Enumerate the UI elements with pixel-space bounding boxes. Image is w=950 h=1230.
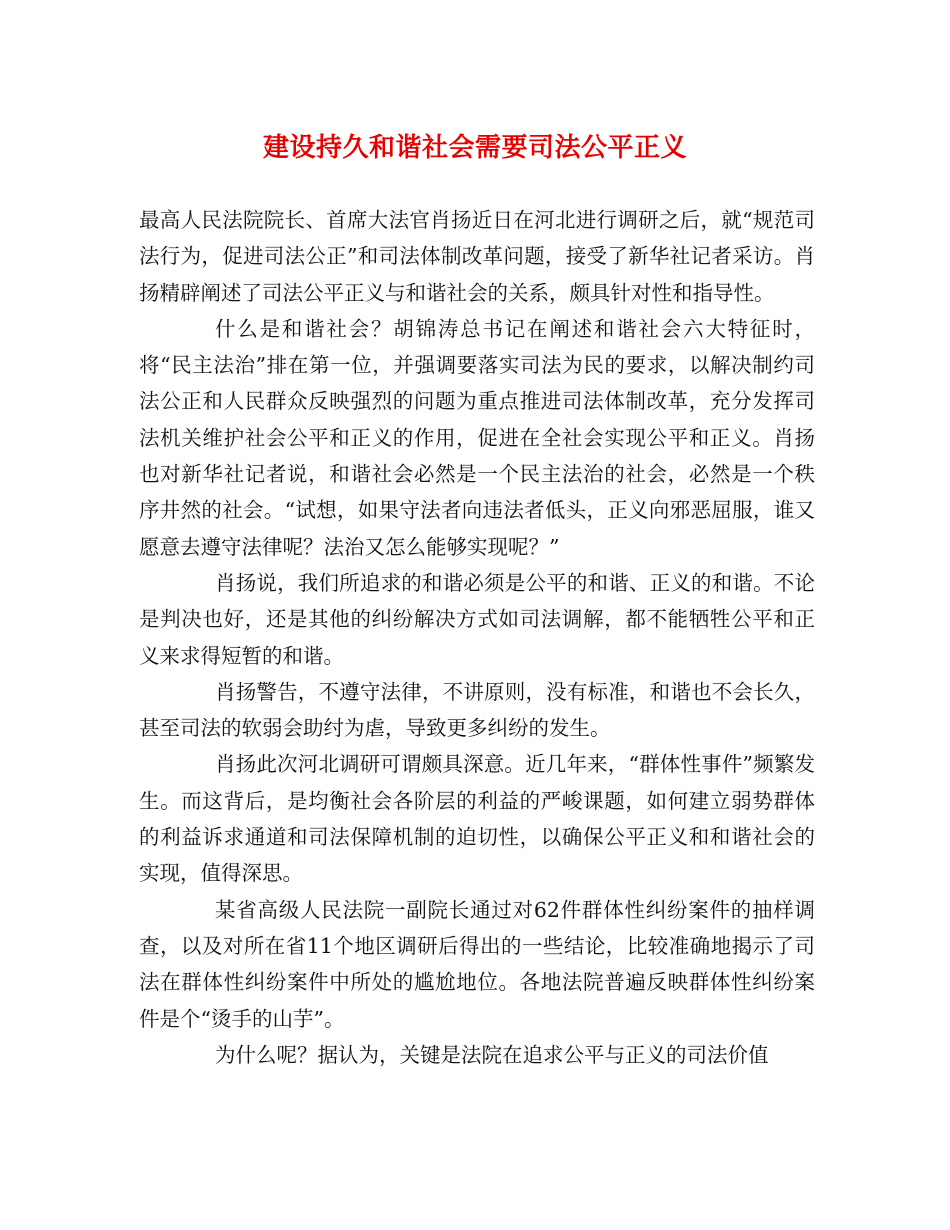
paragraph: 肖扬说，我们所追求的和谐必须是公平的和谐、正义的和谐。不论是判决也好，还是其他的纠纷解决方式如司法调解，都不能牺牲公平和正义来求得短暂的和谐。: [139, 570, 815, 668]
document-body: [139, 202, 815, 1073]
paragraph: 为什么呢？据认为，关键是法院在追求公平与正义的司法价值: [215, 1042, 769, 1067]
paragraph: 肖扬此次河北调研可谓颇具深意。近几年来，“群体性事件”频繁发生。而这背后，是均衡社会各阶层的利益的严峻课题，如何建立弱势群体的利益诉求通道和司法保障机制的迫切性，以确保公平正义和和谐社会的实现，值得深思。: [139, 752, 815, 886]
paragraph: 什么是和谐社会？胡锦涛总书记在阐述和谐社会六大特征时，将“民主法治”排在第一位，并强调要落实司法为民的要求，以解决制约司法公正和人民群众反映强烈的问题为重点推进司法体制改革，充分发挥司法机关维护社会公平和正义的作用，促进在全社会实现公平和正义。肖扬也对新华社记者说，和谐社会必然是一个民主法治的社会，必然是一个秩序井然的社会。“试想，如果守法者向违法者低头，正义向邪恶屈服，谁又愿意去遵守法律呢？法治又怎么能够实现呢？”: [139, 316, 815, 559]
document-title: 建设持久和谐社会需要司法公平正义: [262, 133, 687, 163]
paragraph: 最高人民法院院长、首席大法官肖扬近日在河北进行调研之后，就“规范司法行为，促进司法公正”和司法体制改革问题，接受了新华社记者采访。肖扬精辟阐述了司法公平正义与和谐社会的关系，颇具针对性和指导性。: [139, 208, 815, 305]
paragraph: 某省高级人民法院一副院长通过对62件群体性纠纷案件的抽样调查，以及对所在省11个地区调研后得出的一些结论，比较准确地揭示了司法在群体性纠纷案件中所处的尴尬地位。各地法院普遍反映群体性纠纷案件是个“烫手的山芋”。: [139, 897, 815, 1031]
paragraph: 肖扬警告，不遵守法律，不讲原则，没有标准，和谐也不会长久，甚至司法的软弱会助纣为虐，导致更多纠纷的发生。: [139, 679, 815, 741]
